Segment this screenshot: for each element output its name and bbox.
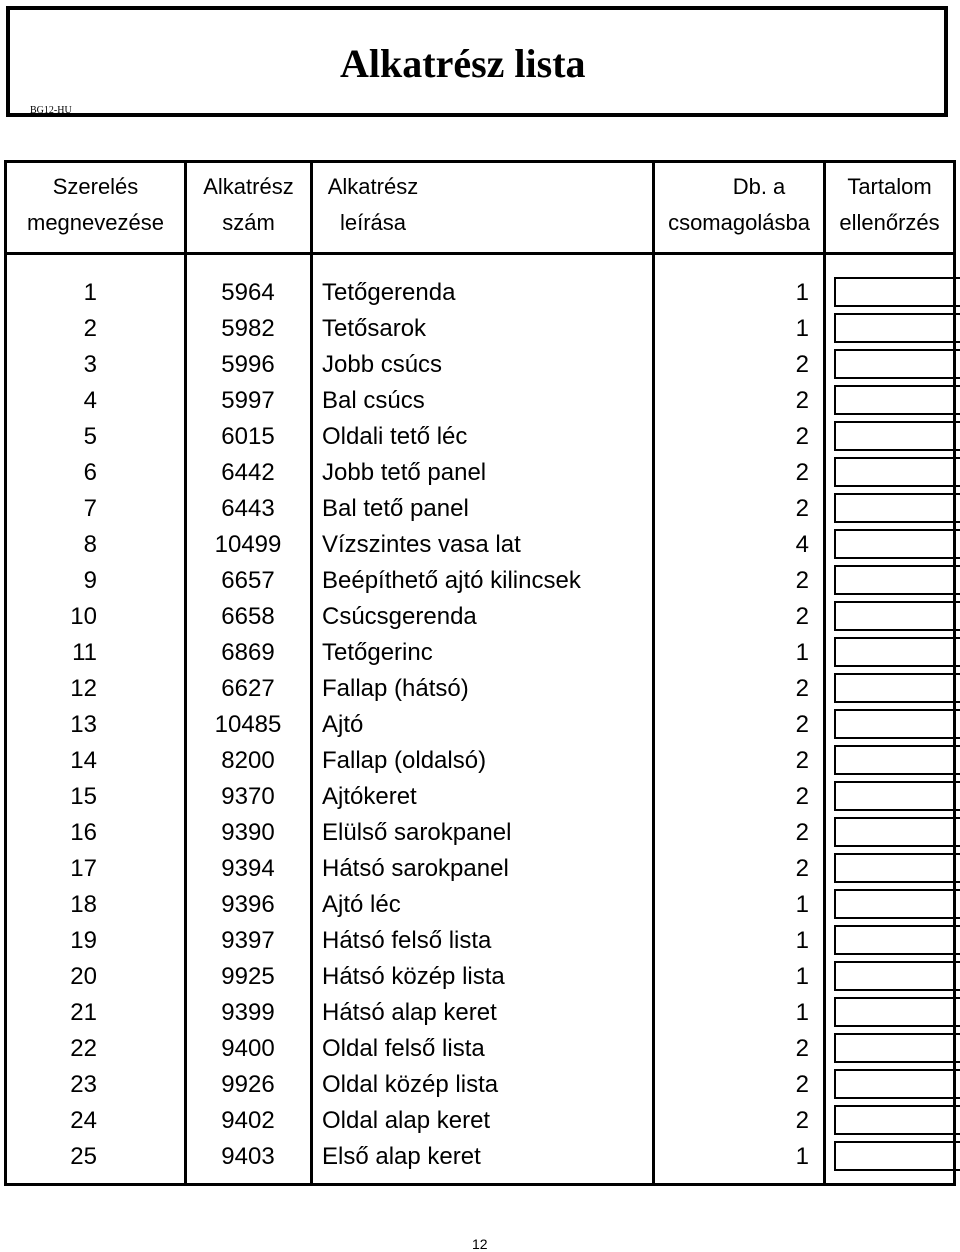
table-row <box>7 959 953 995</box>
assembly-number: 21 <box>70 999 97 1026</box>
package-quantity: 2 <box>795 1071 809 1098</box>
part-number: 5964 <box>221 279 275 306</box>
part-number: 6443 <box>221 495 275 522</box>
part-description: Hátsó sarokpanel <box>322 855 509 882</box>
table-row <box>7 491 953 527</box>
header-description-line1: Alkatrész <box>327 174 419 199</box>
assembly-number: 5 <box>83 423 97 450</box>
assembly-number: 22 <box>70 1035 97 1062</box>
package-quantity: 2 <box>795 711 809 738</box>
content-check-box[interactable] <box>834 313 960 343</box>
assembly-number: 23 <box>70 1071 97 1098</box>
part-number: 9402 <box>221 1107 275 1134</box>
part-description: Jobb tető panel <box>322 459 487 486</box>
table-row <box>7 1067 953 1103</box>
content-check-box[interactable] <box>834 781 960 811</box>
package-quantity: 2 <box>795 603 809 630</box>
header-quantity-line1: Db. a <box>732 174 786 199</box>
page-number: 12 <box>472 1236 488 1252</box>
table-row <box>7 923 953 959</box>
package-quantity: 2 <box>795 351 809 378</box>
assembly-number: 3 <box>83 351 97 378</box>
table-row <box>7 635 953 671</box>
content-check-box[interactable] <box>834 1033 960 1063</box>
package-quantity: 2 <box>795 423 809 450</box>
assembly-number: 7 <box>83 495 97 522</box>
content-check-box[interactable] <box>834 961 960 991</box>
package-quantity: 2 <box>795 747 809 774</box>
assembly-number: 2 <box>83 315 97 342</box>
header-assembly-line2: megnevezése <box>27 210 164 235</box>
part-number: 9926 <box>221 1071 275 1098</box>
content-check-box[interactable] <box>834 529 960 559</box>
part-description: Csúcsgerenda <box>322 603 477 630</box>
content-check-box[interactable] <box>834 385 960 415</box>
header-assembly <box>7 169 184 241</box>
part-description: Hátsó alap keret <box>322 999 497 1026</box>
header-part-number-line1: Alkatrész <box>203 174 294 199</box>
part-description: Hátsó közép lista <box>322 963 505 990</box>
table-row <box>7 311 953 347</box>
header-divider <box>7 252 953 255</box>
part-description: Ajtó léc <box>322 891 401 918</box>
part-description: Első alap keret <box>322 1143 481 1170</box>
table-row <box>7 815 953 851</box>
page-title: Alkatrész lista <box>340 41 586 86</box>
part-description: Beépíthető ajtó kilincsek <box>322 567 581 594</box>
part-description: Fallap (hátsó) <box>322 675 469 702</box>
package-quantity: 2 <box>795 819 809 846</box>
part-description: Tetősarok <box>322 315 427 342</box>
part-number: 6657 <box>221 567 275 594</box>
content-check-box[interactable] <box>834 349 960 379</box>
assembly-number: 8 <box>83 531 97 558</box>
content-check-box[interactable] <box>834 457 960 487</box>
table-row <box>7 563 953 599</box>
table-row <box>7 707 953 743</box>
part-number: 6442 <box>221 459 275 486</box>
document-code: BG12-HU <box>30 105 72 116</box>
part-number: 5982 <box>221 315 275 342</box>
content-check-box[interactable] <box>834 1105 960 1135</box>
table-row <box>7 779 953 815</box>
assembly-number: 1 <box>83 279 97 306</box>
assembly-number: 25 <box>70 1143 97 1170</box>
table-row <box>7 1139 953 1175</box>
table-row <box>7 347 953 383</box>
part-description: Vízszintes vasa lat <box>322 531 521 558</box>
table-row <box>7 743 953 779</box>
package-quantity: 1 <box>795 891 809 918</box>
content-check-box[interactable] <box>834 889 960 919</box>
part-number: 6015 <box>221 423 275 450</box>
package-quantity: 2 <box>795 855 809 882</box>
content-check-box[interactable] <box>834 637 960 667</box>
part-number: 10499 <box>214 531 282 558</box>
part-description: Oldal közép lista <box>322 1071 499 1098</box>
content-check-box[interactable] <box>834 601 960 631</box>
content-check-box[interactable] <box>834 745 960 775</box>
part-description: Tetőgerinc <box>322 639 433 666</box>
part-description: Hátsó felső lista <box>322 927 492 954</box>
part-number: 8200 <box>221 747 275 774</box>
parts-table <box>4 160 956 1186</box>
part-number: 5996 <box>221 351 275 378</box>
package-quantity: 2 <box>795 675 809 702</box>
part-description: Ajtókeret <box>322 783 417 810</box>
table-row <box>7 455 953 491</box>
content-check-box[interactable] <box>834 565 960 595</box>
header-part-number <box>187 169 310 241</box>
part-number: 10485 <box>214 711 282 738</box>
part-description: Ajtó <box>322 711 364 738</box>
part-number: 9390 <box>221 819 275 846</box>
package-quantity: 1 <box>795 279 809 306</box>
part-number: 5997 <box>221 387 275 414</box>
part-description: Jobb csúcs <box>322 351 443 378</box>
table-row <box>7 419 953 455</box>
package-quantity: 1 <box>795 315 809 342</box>
assembly-number: 6 <box>83 459 97 486</box>
assembly-number: 20 <box>70 963 97 990</box>
content-check-box[interactable] <box>834 1141 960 1171</box>
package-quantity: 2 <box>795 567 809 594</box>
table-row <box>7 527 953 563</box>
header-quantity-line2: csomagolásba <box>668 210 810 235</box>
content-check-box[interactable] <box>834 997 960 1027</box>
header-check-line1: Tartalom <box>847 174 932 199</box>
assembly-number: 4 <box>83 387 97 414</box>
assembly-number: 15 <box>70 783 97 810</box>
table-row <box>7 887 953 923</box>
table-row <box>7 599 953 635</box>
assembly-number: 24 <box>70 1107 97 1134</box>
package-quantity: 2 <box>795 459 809 486</box>
assembly-number: 19 <box>70 927 97 954</box>
assembly-number: 16 <box>70 819 97 846</box>
package-quantity: 2 <box>795 783 809 810</box>
part-number: 9370 <box>221 783 275 810</box>
table-row <box>7 995 953 1031</box>
header-check-line2: ellenőrzés <box>839 210 940 235</box>
part-description: Bal tető panel <box>322 495 469 522</box>
part-number: 9403 <box>221 1143 275 1170</box>
table-row <box>7 275 953 311</box>
part-number: 9399 <box>221 999 275 1026</box>
package-quantity: 1 <box>795 639 809 666</box>
header-quantity <box>655 169 823 241</box>
assembly-number: 11 <box>72 639 97 666</box>
package-quantity: 1 <box>795 1143 809 1170</box>
part-description: Oldali tető léc <box>322 423 468 450</box>
table-row <box>7 851 953 887</box>
part-number: 9925 <box>221 963 275 990</box>
content-check-box[interactable] <box>834 277 960 307</box>
assembly-number: 18 <box>70 891 97 918</box>
package-quantity: 1 <box>795 999 809 1026</box>
package-quantity: 2 <box>795 387 809 414</box>
table-row <box>7 1031 953 1067</box>
table-row <box>7 671 953 707</box>
part-number: 9394 <box>221 855 275 882</box>
assembly-number: 9 <box>83 567 97 594</box>
assembly-number: 10 <box>70 603 97 630</box>
table-row <box>7 383 953 419</box>
part-description: Oldal felső lista <box>322 1035 485 1062</box>
content-check-box[interactable] <box>834 421 960 451</box>
header-assembly-line1: Szerelés <box>52 174 139 199</box>
assembly-number: 12 <box>70 675 97 702</box>
header-part-number-line2: szám <box>222 210 275 235</box>
content-check-box[interactable] <box>834 709 960 739</box>
package-quantity: 1 <box>795 927 809 954</box>
part-description: Bal csúcs <box>322 387 425 414</box>
header-description <box>313 169 433 241</box>
part-number: 9397 <box>221 927 275 954</box>
part-number: 9400 <box>221 1035 275 1062</box>
content-check-box[interactable] <box>834 493 960 523</box>
part-description: Fallap (oldalsó) <box>322 747 487 774</box>
part-description: Oldal alap keret <box>322 1107 491 1134</box>
assembly-number: 13 <box>70 711 97 738</box>
content-check-box[interactable] <box>834 925 960 955</box>
part-number: 9396 <box>221 891 275 918</box>
package-quantity: 2 <box>795 1035 809 1062</box>
content-check-box[interactable] <box>834 817 960 847</box>
title-box <box>6 6 948 117</box>
table-row <box>7 1103 953 1139</box>
part-description: Elülső sarokpanel <box>322 819 512 846</box>
header-description-line2: leírása <box>339 210 407 235</box>
part-description: Tetőgerenda <box>322 279 456 306</box>
content-check-box[interactable] <box>834 1069 960 1099</box>
part-number: 6869 <box>221 639 275 666</box>
assembly-number: 14 <box>70 747 97 774</box>
content-check-box[interactable] <box>834 673 960 703</box>
package-quantity: 2 <box>795 1107 809 1134</box>
package-quantity: 2 <box>795 495 809 522</box>
part-number: 6658 <box>221 603 275 630</box>
part-number: 6627 <box>221 675 275 702</box>
header-check <box>826 169 953 241</box>
package-quantity: 4 <box>795 531 809 558</box>
package-quantity: 1 <box>795 963 809 990</box>
assembly-number: 17 <box>70 855 97 882</box>
content-check-box[interactable] <box>834 853 960 883</box>
